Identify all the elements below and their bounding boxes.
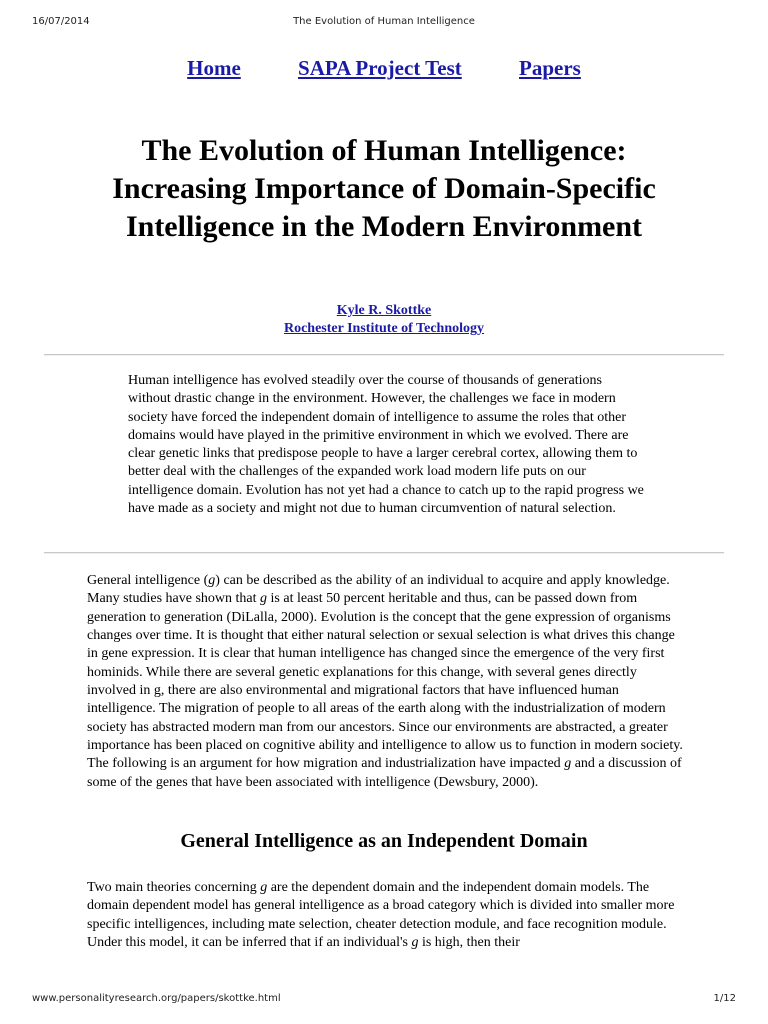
article-title: The Evolution of Human Intelligence: Increasing Importance of Domain-Specific Intelligence in the Modern Environment — [112, 134, 656, 243]
section-heading: General Intelligence as an Independent Domain — [180, 830, 588, 852]
byline — [0, 302, 768, 338]
abstract: Human intelligence has evolved steadily over the course of thousands of generations without drastic change in the environment. However, the challenges we face in modern society have forced the independent domain of intelligence to assume the roles that other domains would have played in the primitive environment in which we evolved. There are clear genetic links that predispose people to have a larger cerebral cortex, allowing them to better deal with the challenges of the expanded work load modern life puts on our intelligence domain. Evolution has not yet had a chance to catch up to the rapid progress we have made as a society and might not due to human circumvention of natural selection. — [128, 373, 644, 517]
top-navigation — [0, 56, 768, 81]
nav-sapa-project-test: SAPA Project Test — [298, 56, 462, 80]
nav-papers-link[interactable]: Papers — [519, 56, 581, 80]
abstract-bottom-divider — [44, 552, 724, 554]
abstract-top-divider — [44, 354, 724, 356]
print-url: www.personalityresearch.org/papers/skottke.html — [32, 993, 281, 1004]
print-page-title: The Evolution of Human Intelligence — [293, 16, 475, 27]
institution-link[interactable]: Rochester Institute of Technology — [283, 321, 485, 336]
nav-home-link[interactable]: Home — [187, 56, 241, 80]
page-number: 1/12 — [713, 993, 736, 1004]
author-link[interactable]: Kyle R. Skottke — [336, 303, 432, 318]
intro-paragraph: General intelligence (g) can be described as the ability of an individual to acquire and apply knowledge. Many studies have shown that g is at least 50 percent heritable and thus, can be passed down from generation to generation (DiLalla, 2000). Evolution is the concept that the gene expression of organisms changes over time. It is thought that either natural selection or sexual selection is what drives this change in gene expression. It is clear that human intelligence has changed since the emergence of the very first hominids. While there are several genetic explanations for this change, with several genes directly involved in g, there are also environmental and migrational factors that have influenced human intelligence. The migration of people to all areas of the earth along with the industrialization of modern society has abstracted modern man from our ancestors. Since our environments are abstracted, a greater importance has been placed on cognitive ability and intelligence to allow us to function in modern society. The following is an argument for how migration and industrialization have impacted g and a discussion of some of the genes that have been associated with intelligence (Dewsbury, 2000). — [87, 573, 683, 790]
section-paragraph: Two main theories concerning g are the dependent domain and the independent domain models. The domain dependent model has general intelligence as a broad category which is divided into smaller more specific intelligences, including mate selection, cheater detection module, and face recognition module. Under this model, it can be inferred that if an individual's g is high, then their — [87, 880, 675, 951]
print-footer — [32, 993, 736, 1007]
print-header — [32, 16, 736, 30]
print-date: 16/07/2014 — [32, 16, 90, 27]
